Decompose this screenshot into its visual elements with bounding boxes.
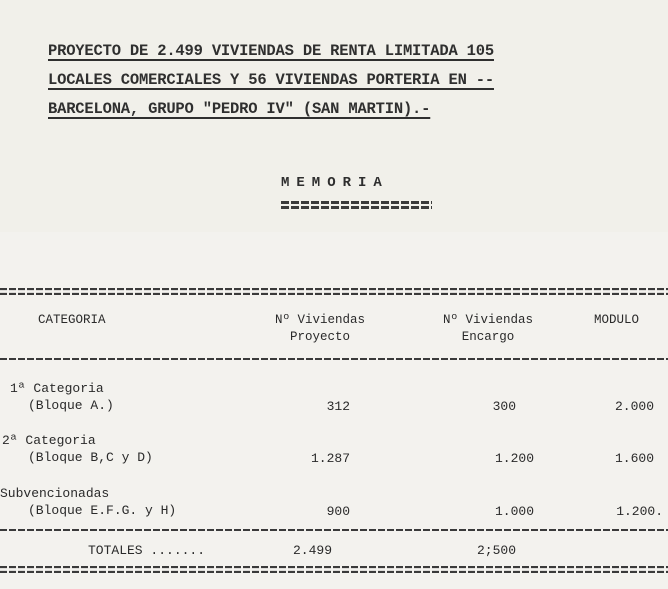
memoria-heading: MEMORIA — [281, 175, 389, 191]
project-title-line-2: LOCALES COMERCIALES Y 56 VIVIENDAS PORTERIA EN -- — [48, 71, 494, 89]
memoria-heading-underline — [281, 201, 432, 209]
row-1-bloque: (Bloque A.) — [28, 398, 114, 413]
row-3-modulo: 1.200. — [616, 504, 663, 519]
totals-encargo: 2;500 — [476, 543, 516, 558]
project-title-line-1: PROYECTO DE 2.499 VIVIENDAS DE RENTA LIMITADA 105 — [48, 42, 494, 60]
header-modulo: MODULO — [594, 313, 640, 327]
row-3-categoria: Subvencionadas — [0, 486, 110, 501]
row-3-proyecto: 900 — [326, 504, 350, 519]
row-2-proyecto: 1.287 — [310, 451, 350, 466]
row-2-encargo: 1.200 — [494, 451, 534, 466]
header-viviendas-encargo-line-1: Nº Viviendas — [442, 313, 533, 327]
row-2-categoria: 2ª Categoria — [2, 433, 96, 448]
totals-label: TOTALES ....... — [88, 543, 206, 558]
memo-sheet — [0, 0, 668, 232]
table-bottom-rule — [0, 566, 668, 573]
table-top-rule — [0, 288, 668, 295]
row-2-modulo: 1.600 — [614, 451, 654, 466]
header-categoria: CATEGORIA — [38, 313, 106, 327]
row-1-encargo: 300 — [492, 399, 516, 414]
header-viviendas-encargo-line-2: Encargo — [461, 330, 515, 344]
row-1-proyecto: 312 — [326, 399, 350, 414]
row-3-bloque: (Bloque E.F.G. y H) — [28, 503, 177, 518]
totals-separator-rule — [0, 529, 668, 531]
project-title-line-3: BARCELONA, GRUPO "PEDRO IV" (SAN MARTIN).- — [48, 100, 431, 118]
project-title — [48, 37, 648, 124]
row-2-bloque: (Bloque B,C y D) — [28, 450, 153, 465]
row-1-modulo: 2.000 — [614, 399, 654, 414]
totals-proyecto: 2.499 — [292, 543, 332, 558]
housing-table — [0, 232, 668, 589]
header-viviendas-proyecto-line-2: Proyecto — [289, 330, 350, 344]
header-separator-rule — [0, 358, 668, 360]
row-3-encargo: 1.000 — [494, 504, 534, 519]
header-viviendas-proyecto-line-1: Nº Viviendas — [274, 313, 365, 327]
row-1-categoria: 1ª Categoria — [10, 381, 104, 396]
